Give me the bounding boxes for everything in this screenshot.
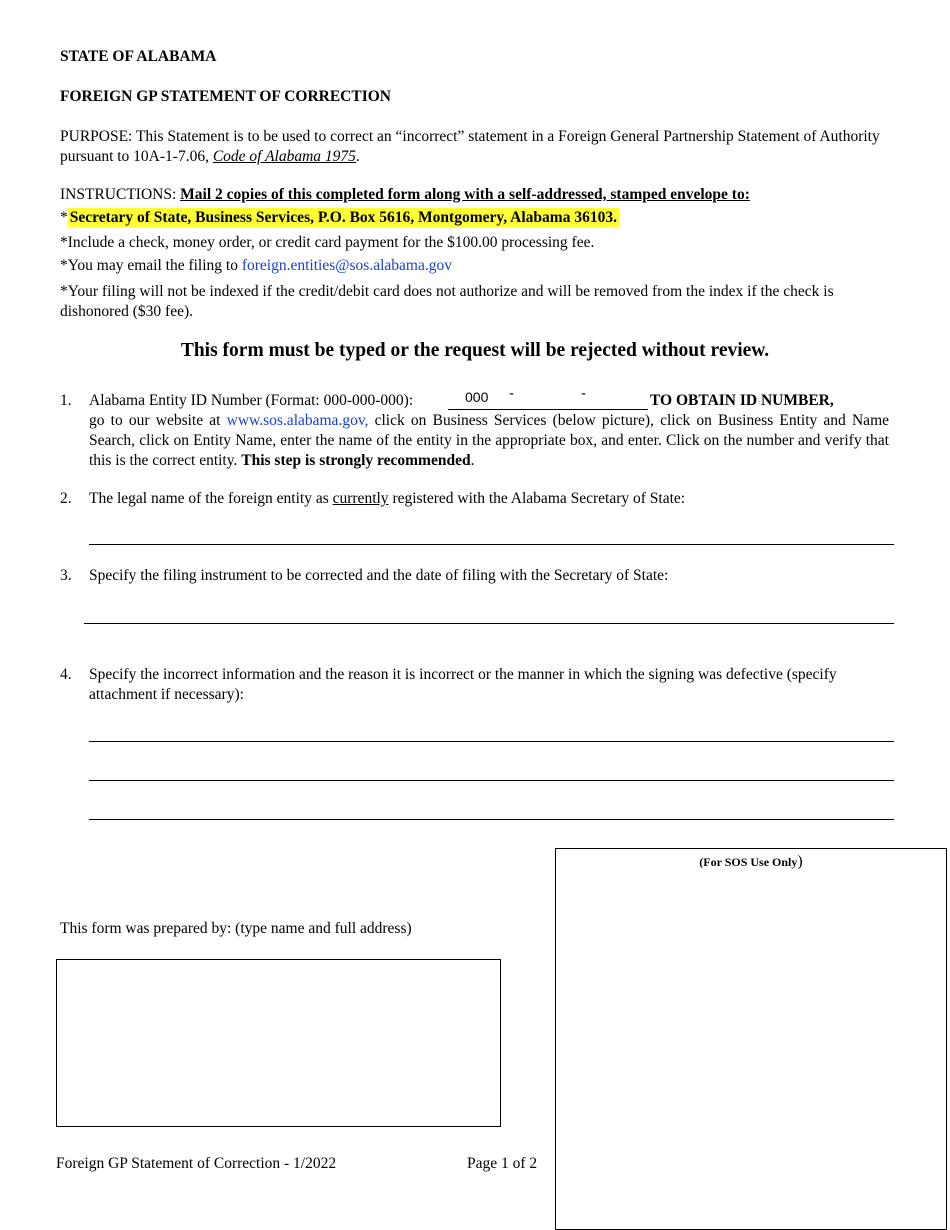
incorrect-info-line-2[interactable] — [89, 780, 894, 781]
prepared-by-box[interactable] — [56, 959, 501, 1127]
address-star: * — [60, 209, 68, 226]
instructions-line — [60, 186, 900, 204]
sos-use-label — [556, 853, 946, 871]
obtain-id-heading: TO OBTAIN ID NUMBER, — [650, 392, 834, 409]
item2-number: 2. — [60, 490, 72, 507]
email-link[interactable]: foreign.entities@sos.alabama.gov — [241, 257, 452, 274]
index-note: *Your filing will not be indexed if the credit/debit card does not authorize and will be removed from the index if the check is dishonored ($30 fee). — [60, 283, 834, 320]
item2-text — [89, 490, 685, 508]
purpose-end: . — [355, 148, 360, 165]
item3-number: 3. — [60, 567, 72, 584]
mailing-address: Secretary of State, Business Services, P.O. Box 5616, Montgomery, Alabama 36103. — [69, 209, 617, 226]
entity-id-dash1: - — [509, 385, 514, 402]
item2-text-b: registered with the Alabama Secretary of State: — [392, 490, 686, 507]
prepared-by-label: This form was prepared by: (type name and full address) — [60, 920, 412, 937]
item1-number: 1. — [60, 392, 72, 409]
item1-end: . — [470, 452, 475, 469]
instructions-label: INSTRUCTIONS: — [60, 186, 177, 203]
entity-id-field[interactable] — [448, 385, 648, 410]
form-title: FOREIGN GP STATEMENT OF CORRECTION — [60, 88, 391, 105]
mail-instruction: Mail 2 copies of this completed form along with a self-addressed, stamped envelope to: — [180, 186, 750, 203]
item2-text-a: The legal name of the foreign entity as — [89, 490, 329, 507]
sos-use-paren: ) — [797, 853, 803, 870]
fee-instruction: *Include a check, money order, or credit card payment for the $100.00 processing fee. — [60, 234, 595, 251]
entity-name-line[interactable] — [89, 544, 894, 545]
purpose-text: PURPOSE: This Statement is to be used to correct an “incorrect” statement in a Foreign General Partnership Statement of Authority pursuant to 10A-1-7.06, — [60, 128, 880, 165]
email-instruction — [60, 257, 452, 275]
website-link[interactable]: www.sos.alabama.gov, — [226, 412, 369, 429]
filing-instrument-line[interactable] — [84, 623, 894, 624]
item1-steps: click on Business Services (below picture), click on Business Entity and Name Search, click on Entity Name, enter the name of the entity in the appropriate box, and enter. Click on the number and verify that this is the correct entity. — [89, 412, 889, 469]
footer-form-id: Foreign GP Statement of Correction - 1/2022 — [56, 1155, 337, 1172]
sos-use-box — [555, 848, 947, 1230]
email-prefix: *You may email the filing to — [60, 257, 238, 274]
typed-warning: This form must be typed or the request will be rejected without review. — [180, 340, 770, 361]
footer-page-number: Page 1 of 2 — [467, 1155, 538, 1172]
entity-id-part1: 000 — [465, 389, 489, 405]
code-reference: Code of Alabama 1975 — [212, 148, 356, 165]
item4-number: 4. — [60, 666, 72, 683]
state-heading: STATE OF ALABAMA — [60, 48, 217, 65]
entity-id-dash2: - — [581, 385, 586, 402]
item1-label: Alabama Entity ID Number (Format: 000-000-000): — [89, 392, 414, 409]
strongly-recommended: This step is strongly recommended — [241, 452, 471, 469]
purpose-paragraph — [60, 127, 890, 167]
currently-word: currently — [332, 490, 389, 507]
item1-website-prefix: go to our website at — [89, 412, 221, 429]
item4-text: Specify the incorrect information and the reason it is incorrect or the manner in which the signing was defective (specify attachment if necessary): — [89, 666, 837, 703]
sos-use-text: (For SOS Use Only — [699, 855, 798, 869]
item1-instructions — [89, 411, 889, 471]
incorrect-info-line-1[interactable] — [89, 741, 894, 742]
item3-text: Specify the filing instrument to be corrected and the date of filing with the Secretary of State: — [89, 567, 669, 584]
incorrect-info-line-3[interactable] — [89, 819, 894, 820]
mailing-address-line — [60, 209, 619, 227]
